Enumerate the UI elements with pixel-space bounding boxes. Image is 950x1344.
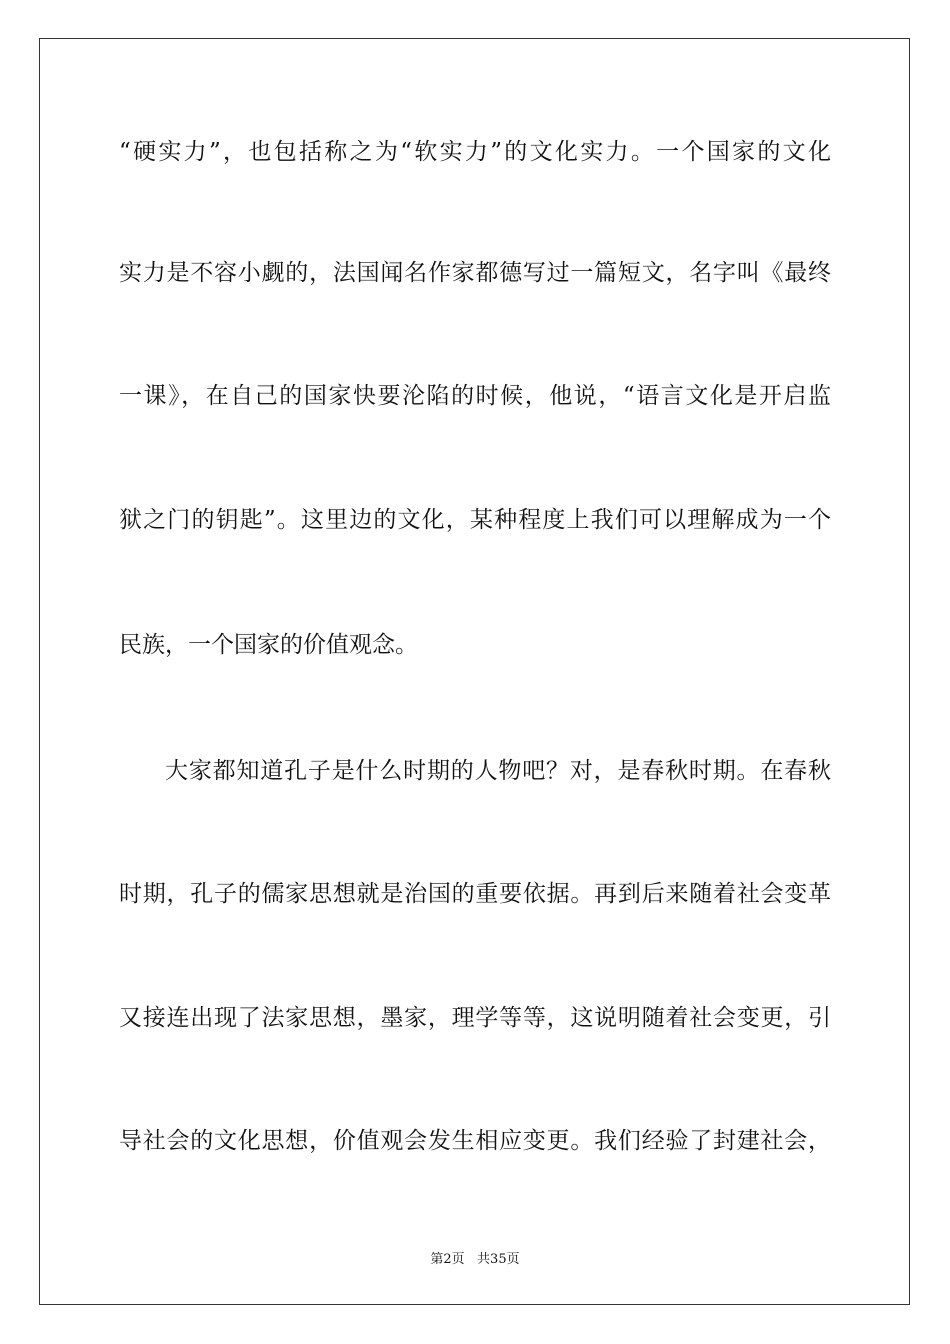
text-line-3: 一课》，在自己的国家快要沦陷的时候，他说，“语言文化是开启监 xyxy=(119,383,831,409)
text-line-5: 民族，一个国家的价值观念。 xyxy=(119,632,418,658)
page-number-footer: 第2页 共35页 xyxy=(430,1252,520,1267)
text-line-4: 狱之门的钥匙”。这里边的文化，某种程度上我们可以理解成为一个 xyxy=(119,507,831,533)
text-line-6: 大家都知道孔子是什么时期的人物吧？对，是春秋时期。在春秋 xyxy=(165,758,831,784)
text-line-9: 导社会的文化思想，价值观会发生相应变更。我们经验了封建社会， xyxy=(119,1128,831,1154)
text-line-1: “硬实力”，也包括称之为“软实力”的文化实力。一个国家的文化 xyxy=(119,139,831,165)
text-line-2: 实力是不容小觑的，法国闻名作家都德写过一篇短文，名字叫《最终 xyxy=(119,260,831,286)
text-line-8: 又接连出现了法家思想，墨家，理学等等，这说明随着社会变更，引 xyxy=(119,1005,831,1031)
text-line-7: 时期，孔子的儒家思想就是治国的重要依据。再到后来随着社会变革 xyxy=(119,881,831,907)
page-border xyxy=(39,38,910,1305)
